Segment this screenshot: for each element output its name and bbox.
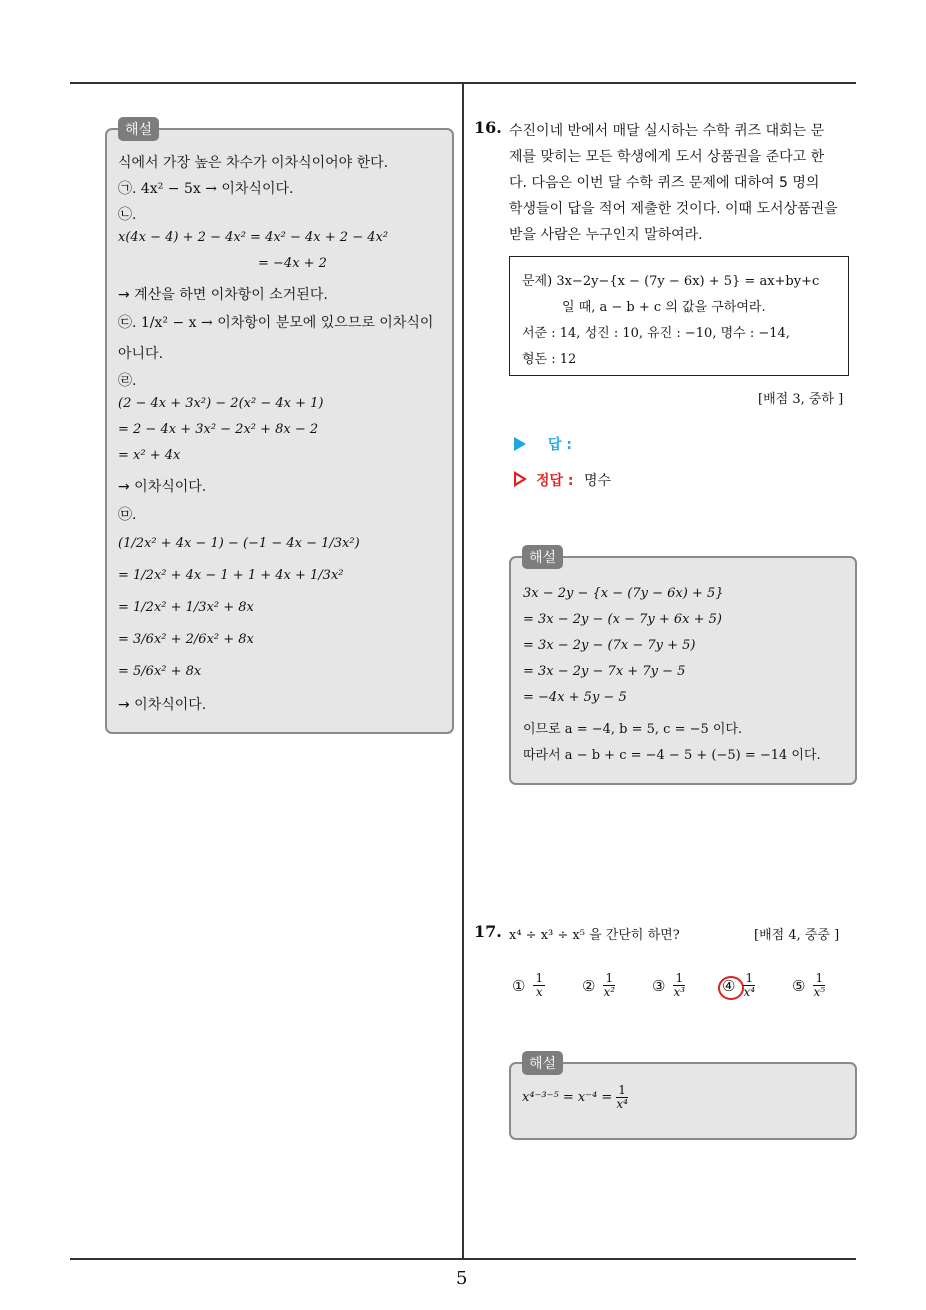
choice-2-den: x² bbox=[603, 985, 616, 999]
q16-problem-3: 서준 : 14, 성진 : 10, 유진 : −10, 명수 : −14, bbox=[522, 326, 790, 341]
left-line-17: = 1/2x² + 1/3x² + 8x bbox=[118, 600, 254, 615]
q16-answer-label: 답 : bbox=[548, 437, 572, 453]
q16-sol-5: = −4x + 5y − 5 bbox=[523, 690, 627, 705]
q17-solution-expression bbox=[522, 1084, 630, 1111]
q16-sol-2: = 3x − 2y − (x − 7y + 6x + 5) bbox=[523, 612, 722, 627]
q17-sol-text: x⁴⁻³⁻⁵ = x⁻⁴ = bbox=[522, 1090, 613, 1105]
left-line-10: (2 − 4x + 3x²) − 2(x² − 4x + 1) bbox=[118, 396, 324, 411]
q17-score: [배점 4, 중중 ] bbox=[754, 928, 840, 943]
answer-arrow-icon bbox=[514, 437, 526, 451]
choice-2-fraction bbox=[603, 972, 615, 999]
choice-1-mark: ① bbox=[512, 976, 526, 995]
q16-sol-7: 따라서 a − b + c = −4 − 5 + (−5) = −14 이다. bbox=[523, 748, 821, 763]
choice-5-num: 1 bbox=[815, 971, 824, 985]
q16-sol-3: = 3x − 2y − (7x − 7y + 5) bbox=[523, 638, 696, 653]
left-line-20: → 이차식이다. bbox=[118, 697, 207, 713]
page-number: 5 bbox=[456, 1268, 468, 1289]
choice-4-num: 1 bbox=[745, 971, 754, 985]
choice-4-mark: ④ bbox=[722, 976, 736, 995]
q16-correct-value: 명수 bbox=[584, 473, 612, 489]
choice-5-den: x⁵ bbox=[813, 985, 826, 999]
choice-3-den: x³ bbox=[673, 985, 686, 999]
left-line-14: ㉤. bbox=[118, 507, 137, 523]
q17-choice-2[interactable] bbox=[582, 972, 617, 999]
q17-text: x⁴ ÷ x³ ÷ x⁵ 을 간단히 하면? bbox=[509, 928, 680, 943]
choice-3-num: 1 bbox=[675, 971, 684, 985]
q17-solution-tag: 해설 bbox=[522, 1051, 563, 1075]
q17-choice-1[interactable] bbox=[512, 972, 547, 999]
q16-sol-4: = 3x − 2y − 7x + 7y − 5 bbox=[523, 664, 686, 679]
left-line-6: → 계산을 하면 이차항이 소거된다. bbox=[118, 287, 328, 303]
left-line-7: ㉢. 1/x² − x → 이차항이 분모에 있으므로 이차식이 bbox=[118, 315, 434, 331]
column-divider bbox=[462, 84, 464, 1258]
q17-number: 17. bbox=[474, 922, 502, 941]
left-line-18: = 3/6x² + 2/6x² + 8x bbox=[118, 632, 254, 647]
q16-text-4: 학생들이 답을 적어 제출한 것이다. 이때 도서상품권을 bbox=[509, 201, 838, 217]
q16-text-3: 다. 다음은 이번 달 수학 퀴즈 문제에 대하여 5 명의 bbox=[509, 175, 820, 191]
q17-sol-num: 1 bbox=[618, 1083, 626, 1097]
choice-1-fraction bbox=[533, 972, 545, 999]
choice-5-fraction bbox=[813, 972, 825, 999]
bottom-rule bbox=[70, 1258, 856, 1260]
left-line-3: ㉡. bbox=[118, 207, 137, 223]
left-line-19: = 5/6x² + 8x bbox=[118, 664, 202, 679]
q17-choice-4[interactable] bbox=[722, 972, 757, 999]
q16-number: 16. bbox=[474, 118, 502, 137]
choice-2-mark: ② bbox=[582, 976, 596, 995]
q16-problem-1: 문제) 3x−2y−{x − (7y − 6x) + 5} = ax+by+c bbox=[522, 274, 820, 289]
left-line-16: = 1/2x² + 4x − 1 + 1 + 4x + 1/3x² bbox=[118, 568, 344, 583]
q16-score: [배점 3, 중하 ] bbox=[758, 392, 844, 407]
left-line-12: = x² + 4x bbox=[118, 448, 181, 463]
correct-arrow-inner bbox=[516, 475, 523, 483]
left-line-13: → 이차식이다. bbox=[118, 479, 207, 495]
choice-1-den: x bbox=[535, 985, 543, 999]
choice-5-mark: ⑤ bbox=[792, 976, 806, 995]
q17-choice-5[interactable] bbox=[792, 972, 827, 999]
q16-text-5: 받을 사람은 누구인지 말하여라. bbox=[509, 227, 703, 243]
q17-sol-den: x⁴ bbox=[616, 1097, 628, 1111]
q17-choice-3[interactable] bbox=[652, 972, 687, 999]
choice-4-fraction bbox=[743, 972, 755, 999]
left-line-1: 식에서 가장 높은 차수가 이차식이어야 한다. bbox=[118, 155, 389, 171]
left-line-2: ㉠. 4x² − 5x → 이차식이다. bbox=[118, 181, 294, 197]
left-solution-tag: 해설 bbox=[118, 117, 159, 141]
left-line-5: = −4x + 2 bbox=[258, 256, 327, 271]
q17-sol-fraction bbox=[616, 1084, 628, 1111]
choice-3-fraction bbox=[673, 972, 685, 999]
left-line-9: ㉣. bbox=[118, 373, 137, 389]
choice-1-num: 1 bbox=[535, 971, 544, 985]
left-line-15: (1/2x² + 4x − 1) − (−1 − 4x − 1/3x²) bbox=[118, 536, 360, 551]
q16-text-2: 제를 맞히는 모든 학생에게 도서 상품권을 준다고 한 bbox=[509, 149, 825, 165]
q16-problem-4: 형돈 : 12 bbox=[522, 352, 577, 367]
q16-solution-tag: 해설 bbox=[522, 545, 563, 569]
left-line-11: = 2 − 4x + 3x² − 2x² + 8x − 2 bbox=[118, 422, 319, 437]
left-line-8: 아니다. bbox=[118, 346, 164, 362]
left-line-4: x(4x − 4) + 2 − 4x² = 4x² − 4x + 2 − 4x² bbox=[118, 230, 389, 245]
q16-sol-1: 3x − 2y − {x − (7y − 6x) + 5} bbox=[523, 586, 724, 601]
q16-problem-2: 일 때, a − b + c 의 값을 구하여라. bbox=[562, 300, 766, 315]
choice-4-den: x⁴ bbox=[743, 985, 756, 999]
q16-correct-label: 정답 : bbox=[536, 473, 574, 489]
q16-sol-6: 이므로 a = −4, b = 5, c = −5 이다. bbox=[523, 722, 743, 737]
choice-2-num: 1 bbox=[605, 971, 614, 985]
choice-3-mark: ③ bbox=[652, 976, 666, 995]
q16-text-1: 수진이네 반에서 매달 실시하는 수학 퀴즈 대회는 문 bbox=[509, 123, 825, 139]
